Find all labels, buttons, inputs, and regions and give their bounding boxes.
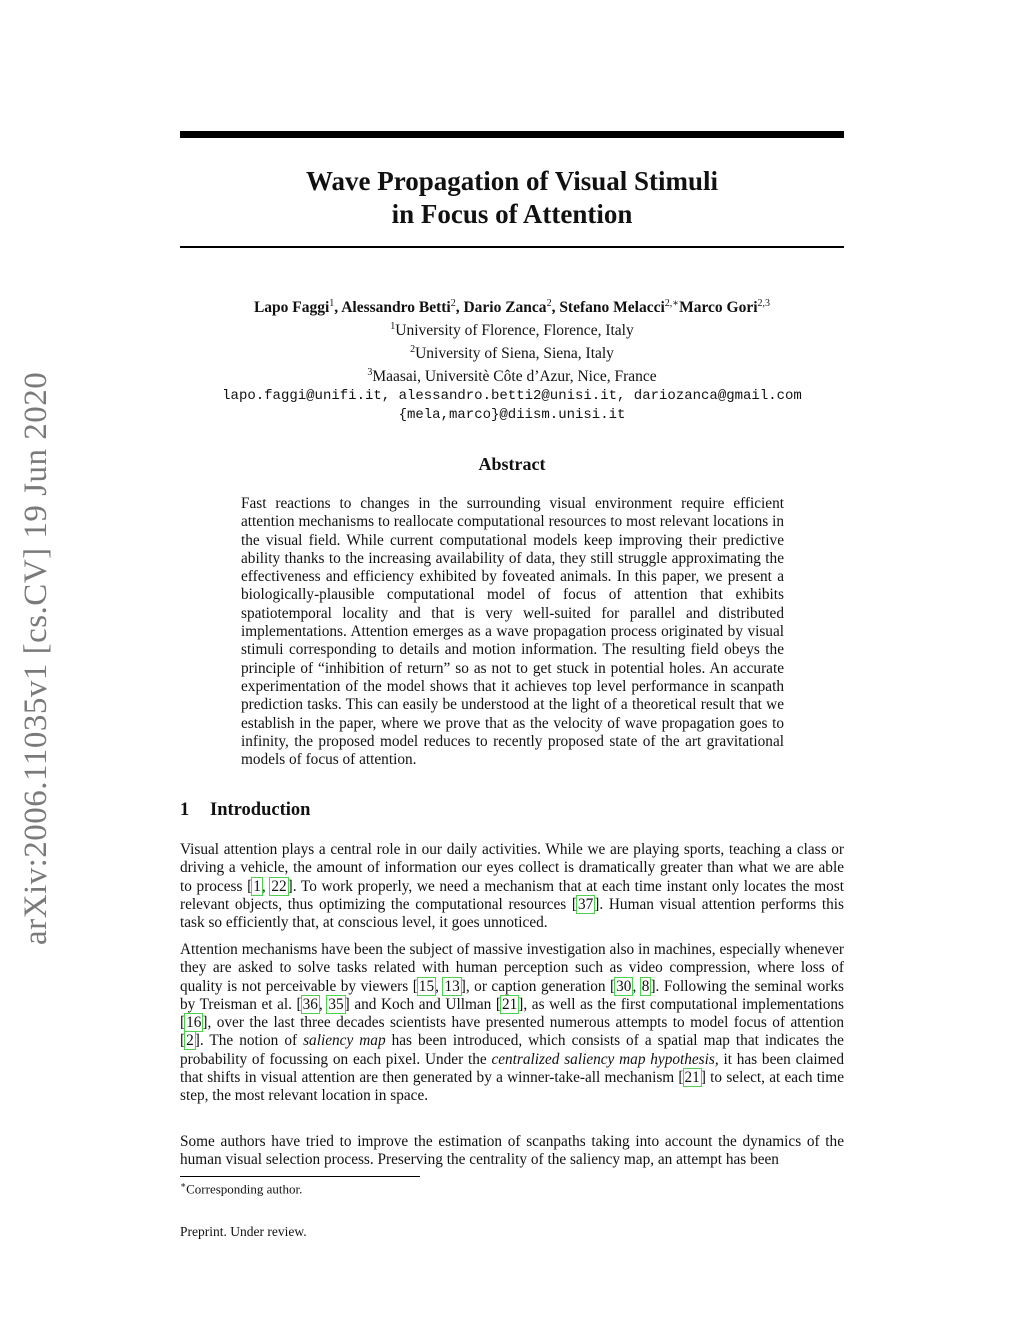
author-sup: 2 [450, 298, 456, 309]
affiliation: $^2$University of Siena, Siena, Italy [410, 344, 614, 363]
author-name: Stefano Melacci [559, 299, 665, 317]
author-block [150, 294, 874, 425]
citation-link[interactable]: 16 [186, 1014, 202, 1032]
citation-link[interactable]: 22 [271, 877, 287, 895]
arxiv-identifier: arXiv:2006.11035v1 [cs.CV] 19 Jun 2020 [18, 371, 54, 945]
citation-link[interactable]: 2 [186, 1032, 194, 1050]
section-number: 1 [180, 800, 190, 820]
author-sup: 2 [546, 298, 552, 309]
title-top-rule [180, 131, 844, 138]
title-line-1: Wave Propagation of Visual Stimuli [305, 166, 719, 196]
author-sup: 1 [329, 298, 335, 309]
section-heading [180, 800, 310, 821]
author-emails: lapo.faggi@unifi.it, alessandro.betti2@unisi.it, dariozanca@gmail.com [222, 387, 802, 404]
abstract-text: Fast reactions to changes in the surrounding visual environment require efficient attention mechanisms to reallocate computational resources to most relevant locations in the visual field. While current computational models keep improving their predictive ability thanks to the increasing availability of data, they still struggle approximating the effectiveness and efficiency exhibited by foveated animals. In this paper, we present a biologically-plausible computational model of focus of attention that exhibits spatiotemporal locality and that is very well-suited for parallel and distributed implementations. Attention emerges as a wave propagation process originated by visual stimuli corresponding to details and motion information. The resulting field obeys the principle of “inhibition of return” so as not to get stuck in potential holes. An accurate experimentation of the model shows that it achieves top level performance in scanpath prediction tasks. This can easily be understood at the light of a theoretical result that we establish in the paper, where we prove that as the velocity of wave propagation goes to infinity, the proposed model reduces to recently proposed state of the art gravitational models of focus of attention. [241, 495, 784, 769]
affiliation: $^1$University of Florence, Florence, Italy [390, 321, 634, 340]
footnote [180, 1180, 302, 1197]
footnote-text: Corresponding author. [186, 1181, 303, 1197]
citation-link[interactable]: 1 [253, 877, 261, 895]
italic-term: saliency map [303, 1032, 386, 1050]
footnote-mark: ∗ [180, 1180, 187, 1190]
affiliation: $^3$Maasai, Universitè Côte d’Azur, Nice, France [367, 367, 657, 386]
abstract-heading: Abstract [478, 454, 546, 474]
citation-link[interactable]: 13 [444, 977, 460, 995]
citation-link[interactable]: 30 [616, 977, 632, 995]
italic-term: centralized saliency map hypothesis [491, 1050, 715, 1068]
preprint-notice: Preprint. Under review. [180, 1224, 307, 1239]
author-name: Alessandro Betti [341, 299, 451, 317]
author-name: Marco Gori [679, 299, 758, 317]
citation-link[interactable]: 21 [684, 1069, 700, 1087]
footnote-rule [180, 1176, 420, 1177]
title-bottom-rule [180, 246, 844, 248]
author-emails-2: {mela,marco}@diism.unisi.it [398, 406, 626, 423]
author-names: Lapo Faggi$^1$, Alessandro Betti$^2$, Dario Zanca$^2$, Stefano Melacci$^{2,∗}$Marco Gori$^{2,3}$ [253, 298, 771, 317]
citation-link[interactable]: 37 [577, 895, 594, 913]
citation-link[interactable]: 36 [302, 995, 318, 1013]
author-sup: 2,3 [757, 298, 771, 309]
section-title: Introduction [210, 800, 311, 820]
intro-paragraph-3: Some authors have tried to improve the estimation of scanpaths taking into account the dynamics of the human visual selection process. Preserving the centrality of the saliency map, an attempt has been [180, 1133, 844, 1169]
intro-paragraph-2: Attention mechanisms have been the subject of massive investigation also in machines, especially whenever they are asked to solve tasks related with human perception such as video compression, where loss of quality is not perceivable by viewers [15, 13], or caption generation [30, 8]. Following the seminal works by Treisman et al. [36, 35] and Koch and Ullman [21], as well as the first computational implementations [16], over the last three decades scientists have presented numerous attempts to model focus of attention [2]. The notion of saliency map has been introduced, which consists of a spatial map that indicates the probability of focussing on each pixel. Under the centralized saliency map hypothesis, it has been claimed that shifts in visual attention are then generated by a winner-take-all mechanism [21] to select, at each time step, the most relevant location in space. [180, 941, 845, 1105]
citation-link[interactable]: 8 [641, 977, 650, 995]
intro-paragraph-1: Visual attention plays a central role in our daily activities. While we are playing sports, teaching a class or driving a vehicle, the amount of information our eyes collect is dramatically greater than what we are able to process [1, 22]. To work properly, we need a mechanism that at each time instant only locates the most relevant objects, thus optimizing the computational resources [37]. Human visual attention performs this task so efficiently that, at conscious level, it goes unnoticed. [180, 841, 844, 932]
citation-link[interactable]: 35 [328, 995, 344, 1013]
author-name: Lapo Faggi [253, 299, 330, 317]
title-line-2: in Focus of Attention [391, 199, 633, 229]
paper-title [180, 165, 844, 231]
author-sup: 2,∗ [664, 298, 680, 309]
author-name: Dario Zanca [463, 299, 547, 317]
citation-link[interactable]: 21 [502, 995, 518, 1013]
citation-link[interactable]: 15 [418, 977, 435, 995]
